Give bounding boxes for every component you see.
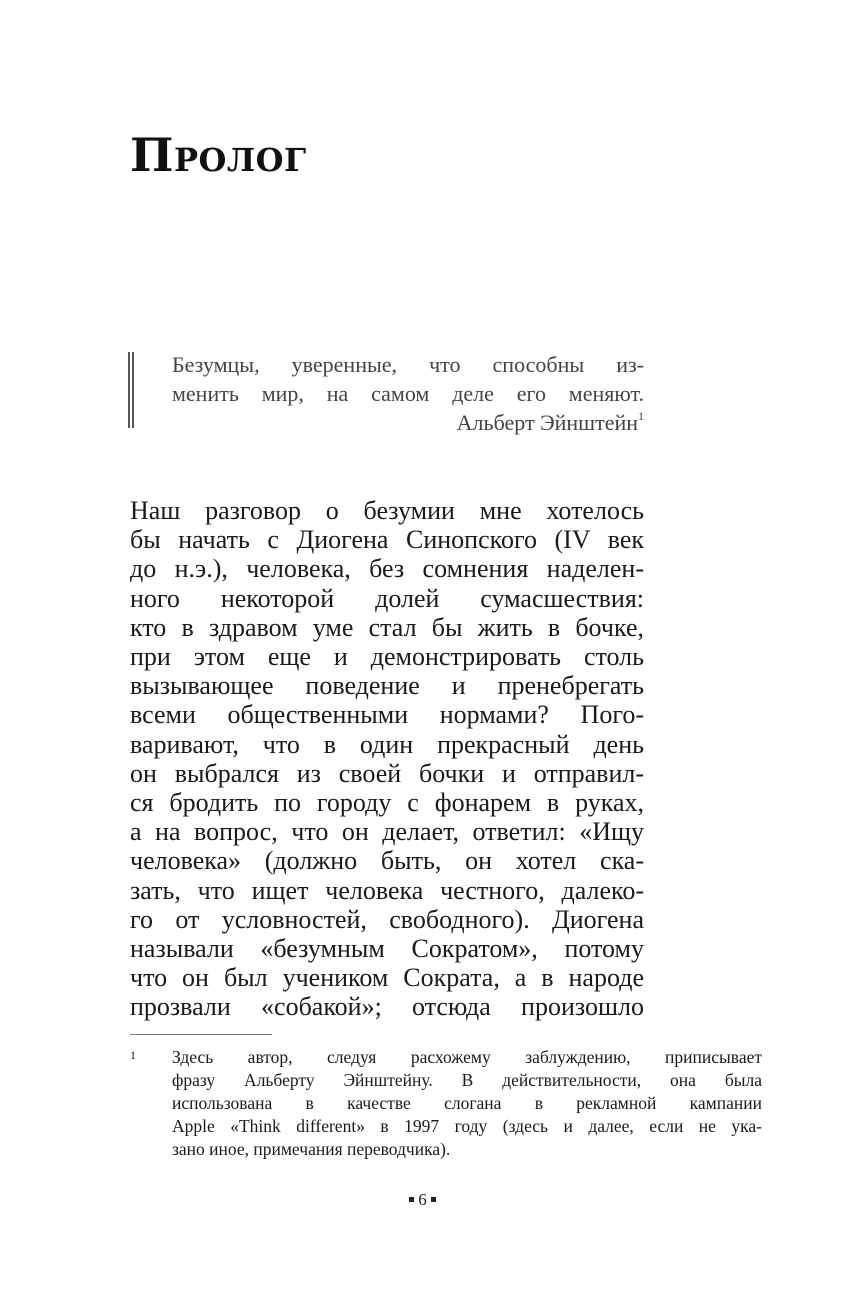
footnote-text (172, 1046, 762, 1161)
body-line: кто в здравом уме стал бы жить в бочке, (130, 612, 644, 642)
body-line: зать, что ищет человека честного, далеко- (130, 875, 644, 905)
footnote-line: Здесь автор, следуя расхожему заблуждению, приписывает (172, 1047, 762, 1067)
body-line: прозвали «собакой»; отсюда произошло (130, 992, 644, 1022)
body-line: ся бродить по городу с фонарем в руках, (130, 788, 644, 818)
body-line: ного некоторой долей сумасшествия: (130, 583, 644, 613)
body-line: вызывающее поведение и пренебрегать (130, 671, 644, 701)
page-number (0, 1190, 845, 1210)
footnote-number: 1 (130, 1048, 136, 1062)
body-paragraph (130, 496, 644, 1022)
body-line: что он был учеником Сократа, а в народе (130, 963, 644, 993)
epigraph-author-line (172, 408, 644, 437)
square-bullet-icon (409, 1197, 414, 1202)
body-line: до н.э.), человека, без сомнения наделен- (130, 554, 644, 584)
body-line: варивают, что в один прекрасный день (130, 729, 644, 759)
epigraph (128, 350, 648, 435)
body-line: называли «безумным Сократом», потому (130, 934, 644, 964)
epigraph-bar (132, 352, 134, 428)
footnote-reference[interactable]: 1 (638, 409, 644, 423)
body-line: при этом еще и демонстрировать столь (130, 642, 644, 672)
body-line: бы начать с Диогена Синопского (IV век (130, 525, 644, 555)
body-line: Наш разговор о безумии мне хотелось (130, 496, 644, 525)
footnote-line: зано иное, примечания переводчика). (172, 1139, 451, 1159)
chapter-title: Пролог (130, 128, 307, 182)
footnote-line: Apple «Think different» в 1997 году (здесь и далее, если не ука- (172, 1116, 762, 1136)
body-line: он выбрался из своей бочки и отправил- (130, 758, 644, 788)
body-line: го от условностей, свободного). Диогена (130, 904, 644, 934)
body-line: а на вопрос, что он делает, ответил: «Ищу (130, 817, 644, 847)
page-number-value: 6 (418, 1190, 427, 1209)
body-line: человека» (должно быть, он хотел ска- (130, 846, 644, 876)
body-line: всеми общественными нормами? Пого- (130, 700, 644, 730)
footnote-separator (130, 1034, 272, 1035)
epigraph-line: менить мир, на самом деле его меняют. (172, 381, 644, 406)
footnote-line: использована в качестве слогана в рекламной кампании (172, 1093, 762, 1113)
epigraph-author: Альберт Эйнштейн (456, 410, 638, 435)
epigraph-bar (128, 352, 130, 428)
epigraph-text (172, 350, 644, 437)
square-bullet-icon (431, 1197, 436, 1202)
footnote-line: фразу Альберту Эйнштейну. В действительности, она была (172, 1070, 762, 1090)
epigraph-line: Безумцы, уверенные, что способны из- (172, 352, 644, 377)
